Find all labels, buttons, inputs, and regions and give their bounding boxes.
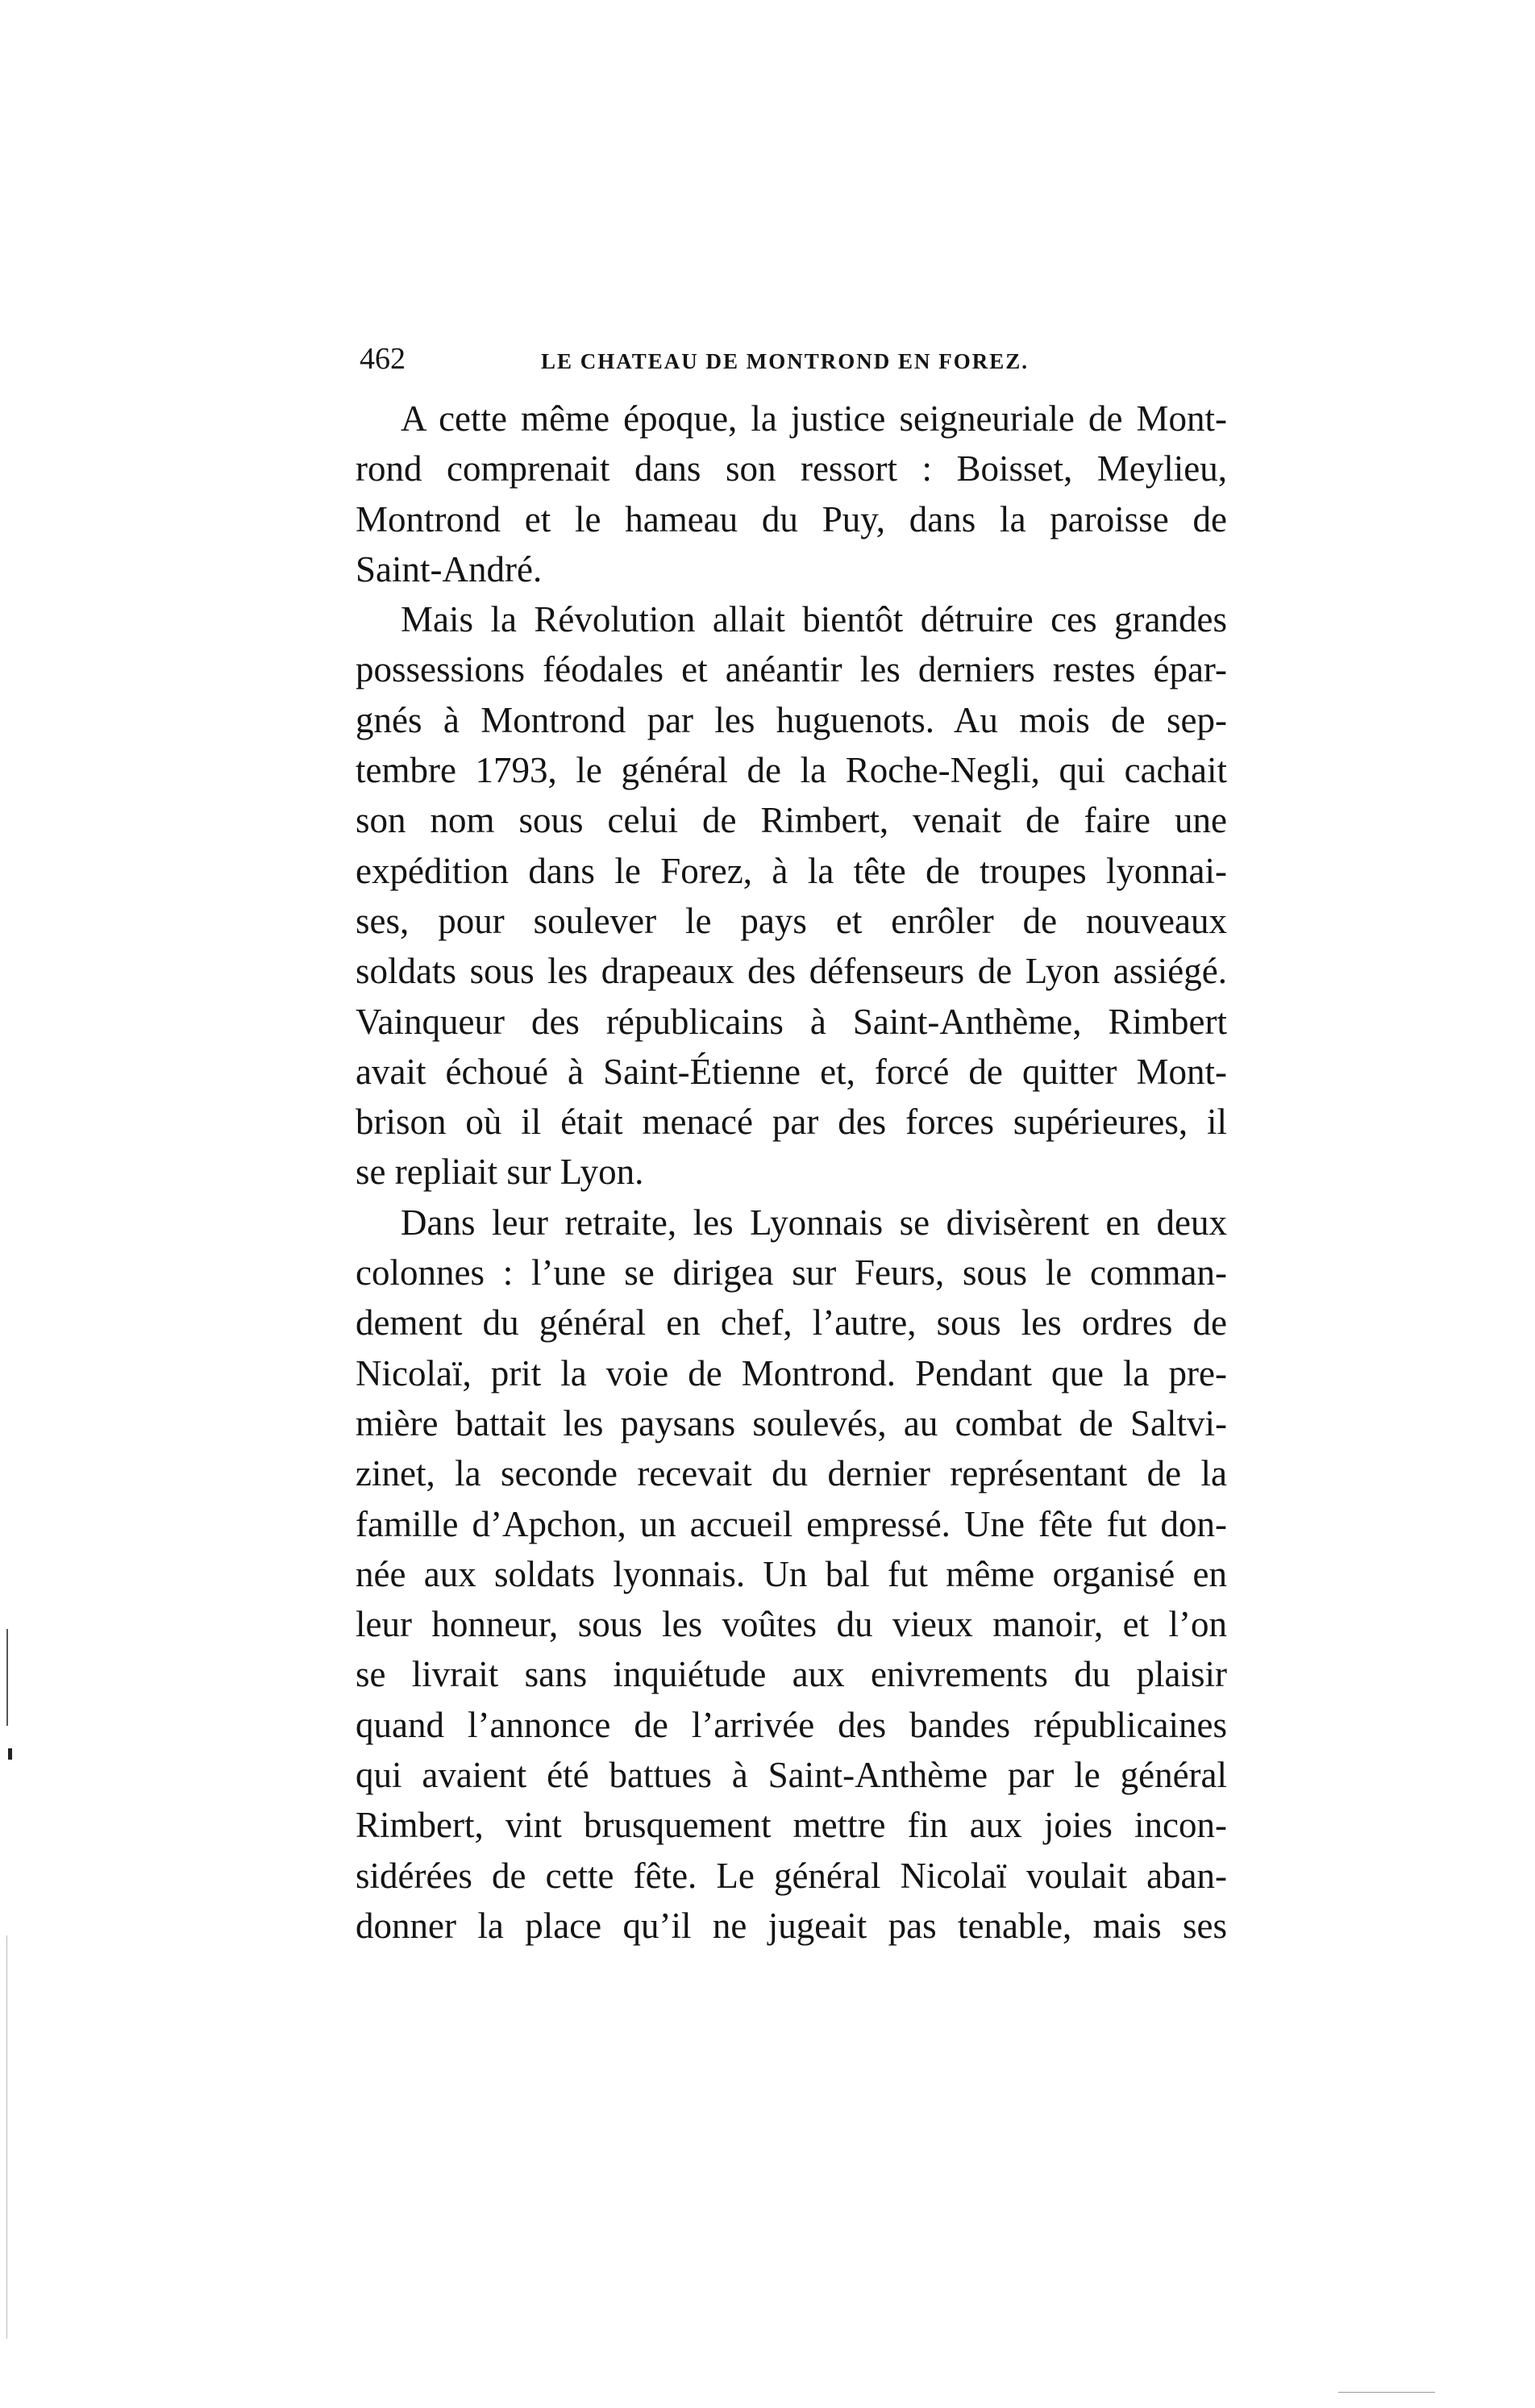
text-line: sidérées de cette fête. Le général Nicolaï voulait aban- (356, 1855, 1227, 1896)
scan-margin-tick (8, 1748, 12, 1760)
paragraph-1 (356, 394, 1227, 594)
text-line: expédition dans le Forez, à la tête de troupes lyonnai- (356, 850, 1227, 891)
text-line: possessions féodales et anéantir les derniers restes épar- (356, 649, 1227, 690)
text-line: donner la place qu’il ne jugeait pas tenable, mais ses (356, 1905, 1227, 1946)
text-line: quand l’annonce de l’arrivée des bandes républicaines (356, 1704, 1227, 1745)
paragraph-3 (356, 1198, 1227, 1951)
text-line: qui avaient été battues à Saint-Anthème par le général (356, 1755, 1227, 1796)
text-line: Saint-André. (356, 548, 543, 590)
text-line: avait échoué à Saint-Étienne et, forcé de quitter Mont- (356, 1051, 1227, 1092)
text-line: Vainqueur des républicains à Saint-Anthème, Rimbert (356, 1001, 1227, 1042)
scan-margin-line (6, 1629, 8, 1726)
page-number: 462 (360, 342, 406, 376)
running-head (360, 339, 1232, 379)
paragraph-2 (356, 594, 1227, 1198)
text-line: mière battait les paysans soulevés, au combat de Saltvi- (356, 1402, 1227, 1444)
text-line: Mais la Révolution allait bientôt détruire ces grandes (401, 599, 1227, 640)
text-line: colonnes : l’une se dirigea sur Feurs, sous le comman- (356, 1252, 1227, 1294)
text-line: ses, pour soulever le pays et enrôler de nouveaux (356, 900, 1227, 941)
text-line: dement du général en chef, l’autre, sous les ordres de (356, 1302, 1227, 1344)
text-line: se repliait sur Lyon. (356, 1152, 644, 1193)
running-title: LE CHATEAU DE MONTROND EN FOREZ. (541, 349, 1030, 373)
text-line: leur honneur, sous les voûtes du vieux manoir, et l’on (356, 1604, 1227, 1645)
text-line: Nicolaï, prit la voie de Montrond. Pendant que la pre- (356, 1352, 1227, 1394)
text-line: rond comprenait dans son ressort : Boisset, Meylieu, (356, 448, 1227, 490)
text-line: se livrait sans inquiétude aux enivrements du plaisir (356, 1654, 1227, 1695)
text-line: zinet, la seconde recevait du dernier représentant de la (356, 1453, 1227, 1494)
scan-edge-line (1338, 2392, 1435, 2393)
text-line: son nom sous celui de Rimbert, venait de faire une (356, 800, 1227, 841)
text-line: Dans leur retraite, les Lyonnais se divisèrent en deux (401, 1202, 1227, 1243)
text-line: née aux soldats lyonnais. Un bal fut même organisé en (356, 1553, 1227, 1594)
text-line: soldats sous les drapeaux des défenseurs de Lyon assiégé. (356, 951, 1227, 992)
text-line: Rimbert, vint brusquement mettre fin aux joies incon- (356, 1805, 1227, 1846)
body-text (356, 394, 1227, 1951)
text-line: Montrond et le hameau du Puy, dans la paroisse de (356, 498, 1227, 540)
text-line: tembre 1793, le général de la Roche-Negli, qui cachait (356, 750, 1227, 791)
text-line: A cette même époque, la justice seigneuriale de Mont- (401, 398, 1227, 439)
text-line: brison où il était menacé par des forces supérieures, il (356, 1102, 1227, 1143)
text-line: famille d’Apchon, un accueil empressé. Une fête fut don- (356, 1503, 1227, 1544)
scan-margin-line (6, 1935, 7, 2339)
text-line: gnés à Montrond par les huguenots. Au mois de sep- (356, 699, 1227, 740)
